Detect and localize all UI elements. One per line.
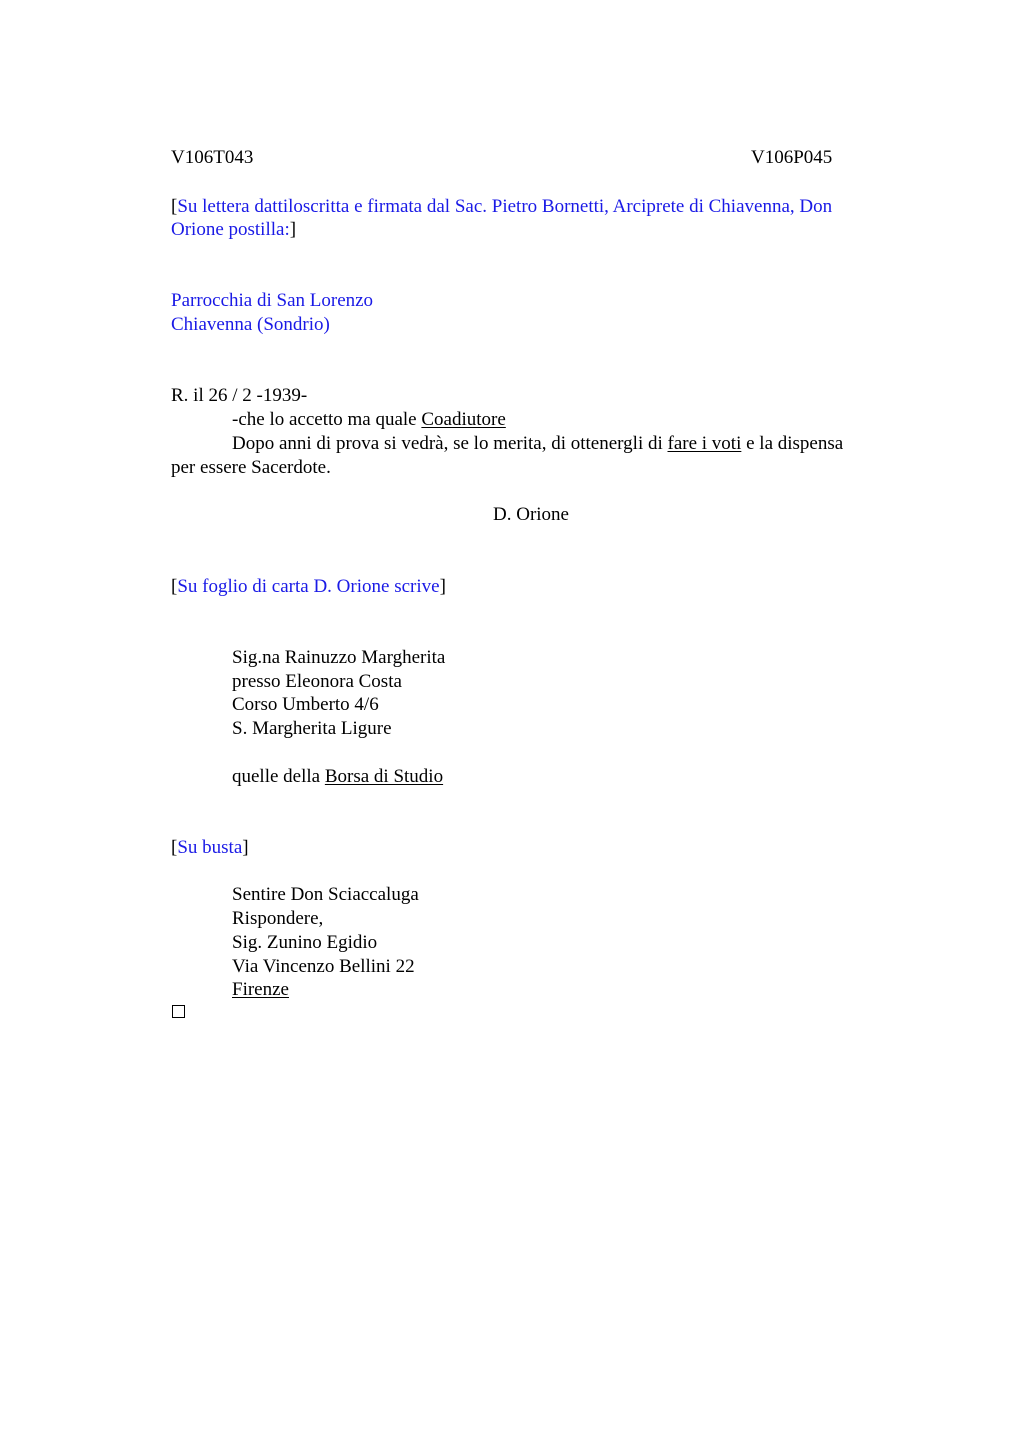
bracket-open: [ [171,837,178,858]
document-code-left: V106T043 [171,147,254,168]
editorial-note-1-cont [171,218,296,242]
note-text: Su busta [177,837,243,858]
envelope-line: Sig. Zunino Egidio [232,932,378,953]
document-code-right: V106P045 [751,147,833,168]
letterhead-city: Chiavenna (Sondrio) [171,314,330,335]
bracket-open: [ [171,196,178,217]
note-text: Su lettera dattiloscritta e firmata dal Sac. Pietro Bornetti, Arciprete di Chiavenna, Don [177,196,833,217]
address-line: S. Margherita Ligure [232,718,392,739]
text: e la dispensa [741,433,844,454]
text: -che lo accetto ma quale [232,409,422,430]
envelope-line: Via Vincenzo Bellini 22 [232,956,415,977]
postilla-date: R. il 26 / 2 -1939- [171,385,308,406]
bracket-close: ] [242,837,249,858]
note-text: Su foglio di carta D. Orione scrive [177,576,440,597]
address-line: Corso Umberto 4/6 [232,694,379,715]
text: Dopo anni di prova si vedrà, se lo merita, di ottenergli di [232,433,668,454]
address-line: Sig.na Rainuzzo Margherita [232,647,446,668]
envelope-line: Rispondere, [232,908,324,929]
postilla-line-1 [232,408,506,432]
note-text: Orione postilla: [171,219,290,240]
underlined-text: Coadiutore [421,409,506,430]
editorial-note-2 [171,575,446,599]
bracket-close: ] [439,576,446,597]
bracket-open: [ [171,576,178,597]
scholarship-note [232,765,443,789]
underlined-text: fare i voti [667,433,742,454]
signature: D. Orione [493,504,569,525]
text: quelle della [232,766,325,787]
envelope-city: Firenze [232,979,289,1000]
letterhead-parish: Parrocchia di San Lorenzo [171,290,374,311]
bracket-close: ] [289,219,297,240]
editorial-note-3 [171,836,249,860]
postilla-line-3: per essere Sacerdote. [171,457,331,478]
empty-square-icon [172,1005,185,1018]
editorial-note-1 [171,195,832,219]
envelope-line: Sentire Don Sciaccaluga [232,884,419,905]
underlined-text: Borsa di Studio [324,766,444,787]
postilla-line-2 [232,432,843,456]
address-line: presso Eleonora Costa [232,671,402,692]
